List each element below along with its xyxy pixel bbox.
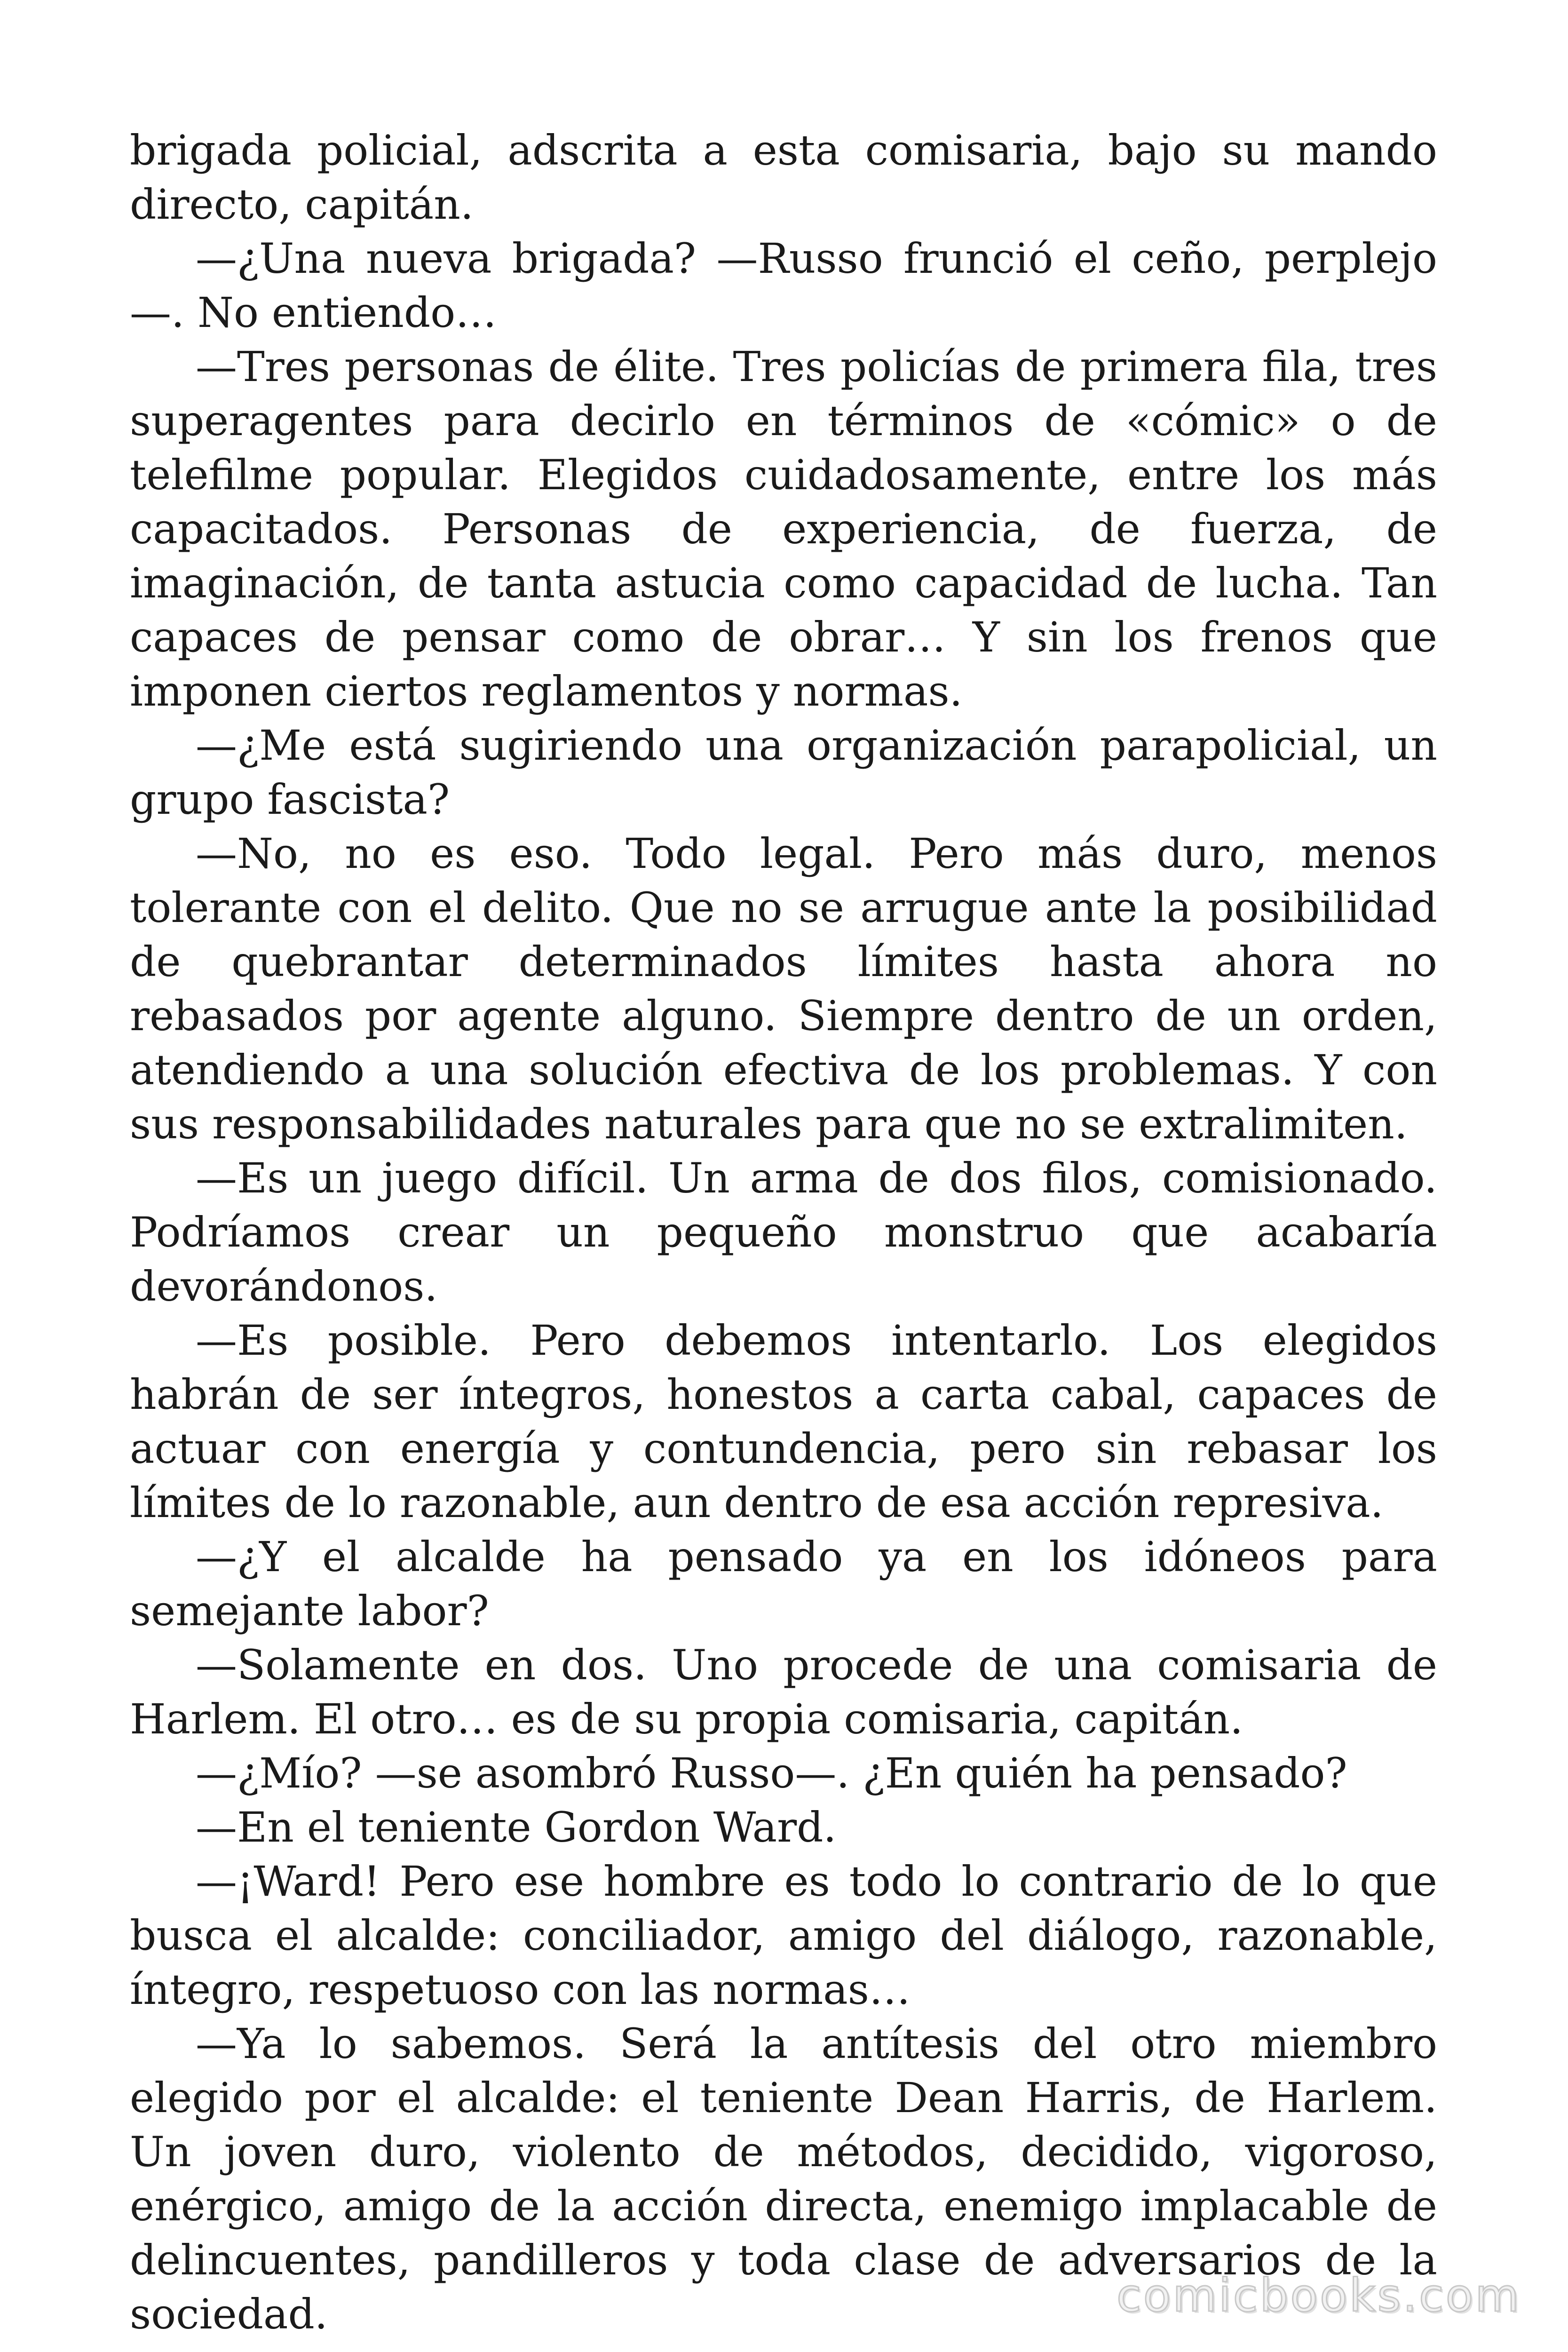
- dialogue-paragraph: —Solamente en dos. Uno procede de una comisaria de Harlem. El otro… es de su propia comisaria, capitán.: [130, 1641, 1437, 1743]
- dialogue-paragraph: —Es un juego difícil. Un arma de dos filos, comisionado. Podríamos crear un pequeño monstruo que acabaría devorándonos.: [130, 1154, 1437, 1311]
- page-body: [130, 123, 1437, 2341]
- dialogue-paragraph: —No, no es eso. Todo legal. Pero más duro, menos tolerante con el delito. Que no se arrugue ante la posibilidad de quebrantar determinados límites hasta ahora no rebasados por agente alguno. Siempre dentro de un orden, atendiendo a una solución efectiva de los problemas. Y con sus responsabilidades naturales para que no se extralimiten.: [130, 829, 1437, 1148]
- dialogue-paragraph: —¿Y el alcalde ha pensado ya en los idóneos para semejante labor?: [130, 1533, 1437, 1635]
- dialogue-paragraph: —Es posible. Pero debemos intentarlo. Los elegidos habrán de ser íntegros, honestos a carta cabal, capaces de actuar con energía y contundencia, pero sin rebasar los límites de lo razonable, aun dentro de esa acción represiva.: [130, 1316, 1437, 1527]
- dialogue-paragraph: —En el teniente Gordon Ward.: [196, 1803, 837, 1851]
- paragraph-continuation: brigada policial, adscrita a esta comisaria, bajo su mando directo, capitán.: [130, 126, 1437, 229]
- dialogue-paragraph: —¿Me está sugiriendo una organización parapolicial, un grupo fascista?: [130, 721, 1437, 824]
- dialogue-paragraph: —Ya lo sabemos. Será la antítesis del otro miembro elegido por el alcalde: el teniente Dean Harris, de Harlem. Un joven duro, violento de métodos, decidido, vigoroso, enérgico, amigo de la acción directa, enemigo implacable de delincuentes, pandilleros y toda clase de adversarios de la sociedad.: [130, 2019, 1437, 2338]
- watermark: comicbooks.com: [1116, 2269, 1521, 2322]
- dialogue-paragraph: —¡Ward! Pero ese hombre es todo lo contrario de lo que busca el alcalde: conciliador, amigo del diálogo, razonable, íntegro, respetuoso con las normas…: [130, 1857, 1437, 2014]
- dialogue-paragraph: —¿Una nueva brigada? —Russo frunció el ceño, perplejo—. No entiendo…: [130, 234, 1437, 337]
- dialogue-paragraph: —¿Mío? —se asombró Russo—. ¿En quién ha pensado?: [196, 1749, 1347, 1797]
- dialogue-paragraph: —Tres personas de élite. Tres policías de primera fila, tres superagentes para decirlo en términos de «cómic» o de telefilme popular. Elegidos cuidadosamente, entre los más capacitados. Personas de experiencia, de fuerza, de imaginación, de tanta astucia como capacidad de lucha. Tan capaces de pensar como de obrar… Y sin los frenos que imponen ciertos reglamentos y normas.: [130, 342, 1437, 715]
